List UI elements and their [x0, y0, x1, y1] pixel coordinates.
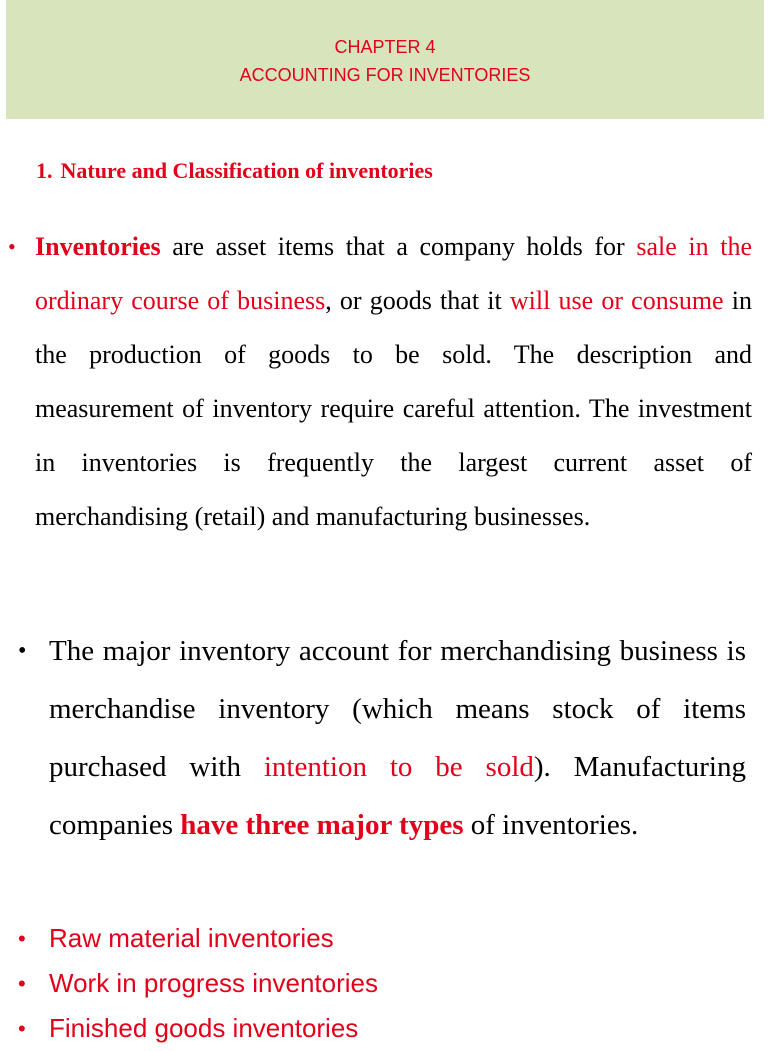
- bullet-dot-icon: •: [18, 638, 27, 664]
- bullet-dot-icon: •: [18, 971, 26, 996]
- chapter-title: ACCOUNTING FOR INVENTORIES: [239, 65, 531, 85]
- text-segment: in the production of goods to be sold. The description and measurement of inventory require careful attention. The investment in inventories is frequently the largest current asset of merchandising (retail) and manufacturing businesses.: [35, 286, 752, 531]
- bullet-major-inventory-account: [18, 622, 746, 854]
- list-item-label: Work in progress inventories: [49, 968, 378, 998]
- chapter-number: CHAPTER 4: [334, 37, 436, 57]
- list-item: [18, 961, 758, 1006]
- term-inventories: Inventories: [35, 232, 161, 261]
- inventory-types-list: [18, 916, 758, 1051]
- text-segment: The major inventory account for merchandising business is merchandise inventory (which means stock of items purchased with: [49, 635, 746, 783]
- list-item: [18, 1006, 758, 1051]
- highlight-intention: intention to be sold: [263, 751, 534, 783]
- chapter-header: [6, 0, 764, 119]
- text-segment: are asset items that a company holds for: [160, 232, 637, 261]
- bullet-dot-icon: •: [18, 926, 26, 951]
- text-segment: ). Manufacturing companies: [49, 751, 746, 841]
- text-segment: of inventories.: [463, 809, 639, 841]
- highlight-consume: will use or consume: [509, 286, 724, 315]
- section-number: 1.: [36, 158, 53, 183]
- bullet-inventories-definition: [8, 220, 752, 576]
- highlight-sale: sale in the ordinary course of business: [35, 232, 752, 315]
- highlight-three-types: have three major types: [180, 809, 464, 841]
- text-segment: , or goods that it: [325, 286, 510, 315]
- bullet-dot-icon: •: [18, 1016, 26, 1041]
- section-title: Nature and Classification of inventories: [60, 158, 433, 183]
- list-item: [18, 916, 758, 961]
- list-item-label: Finished goods inventories: [49, 1013, 359, 1043]
- bullet-dot-icon: •: [8, 234, 16, 259]
- section-heading: [36, 158, 433, 184]
- list-item-label: Raw material inventories: [49, 923, 334, 953]
